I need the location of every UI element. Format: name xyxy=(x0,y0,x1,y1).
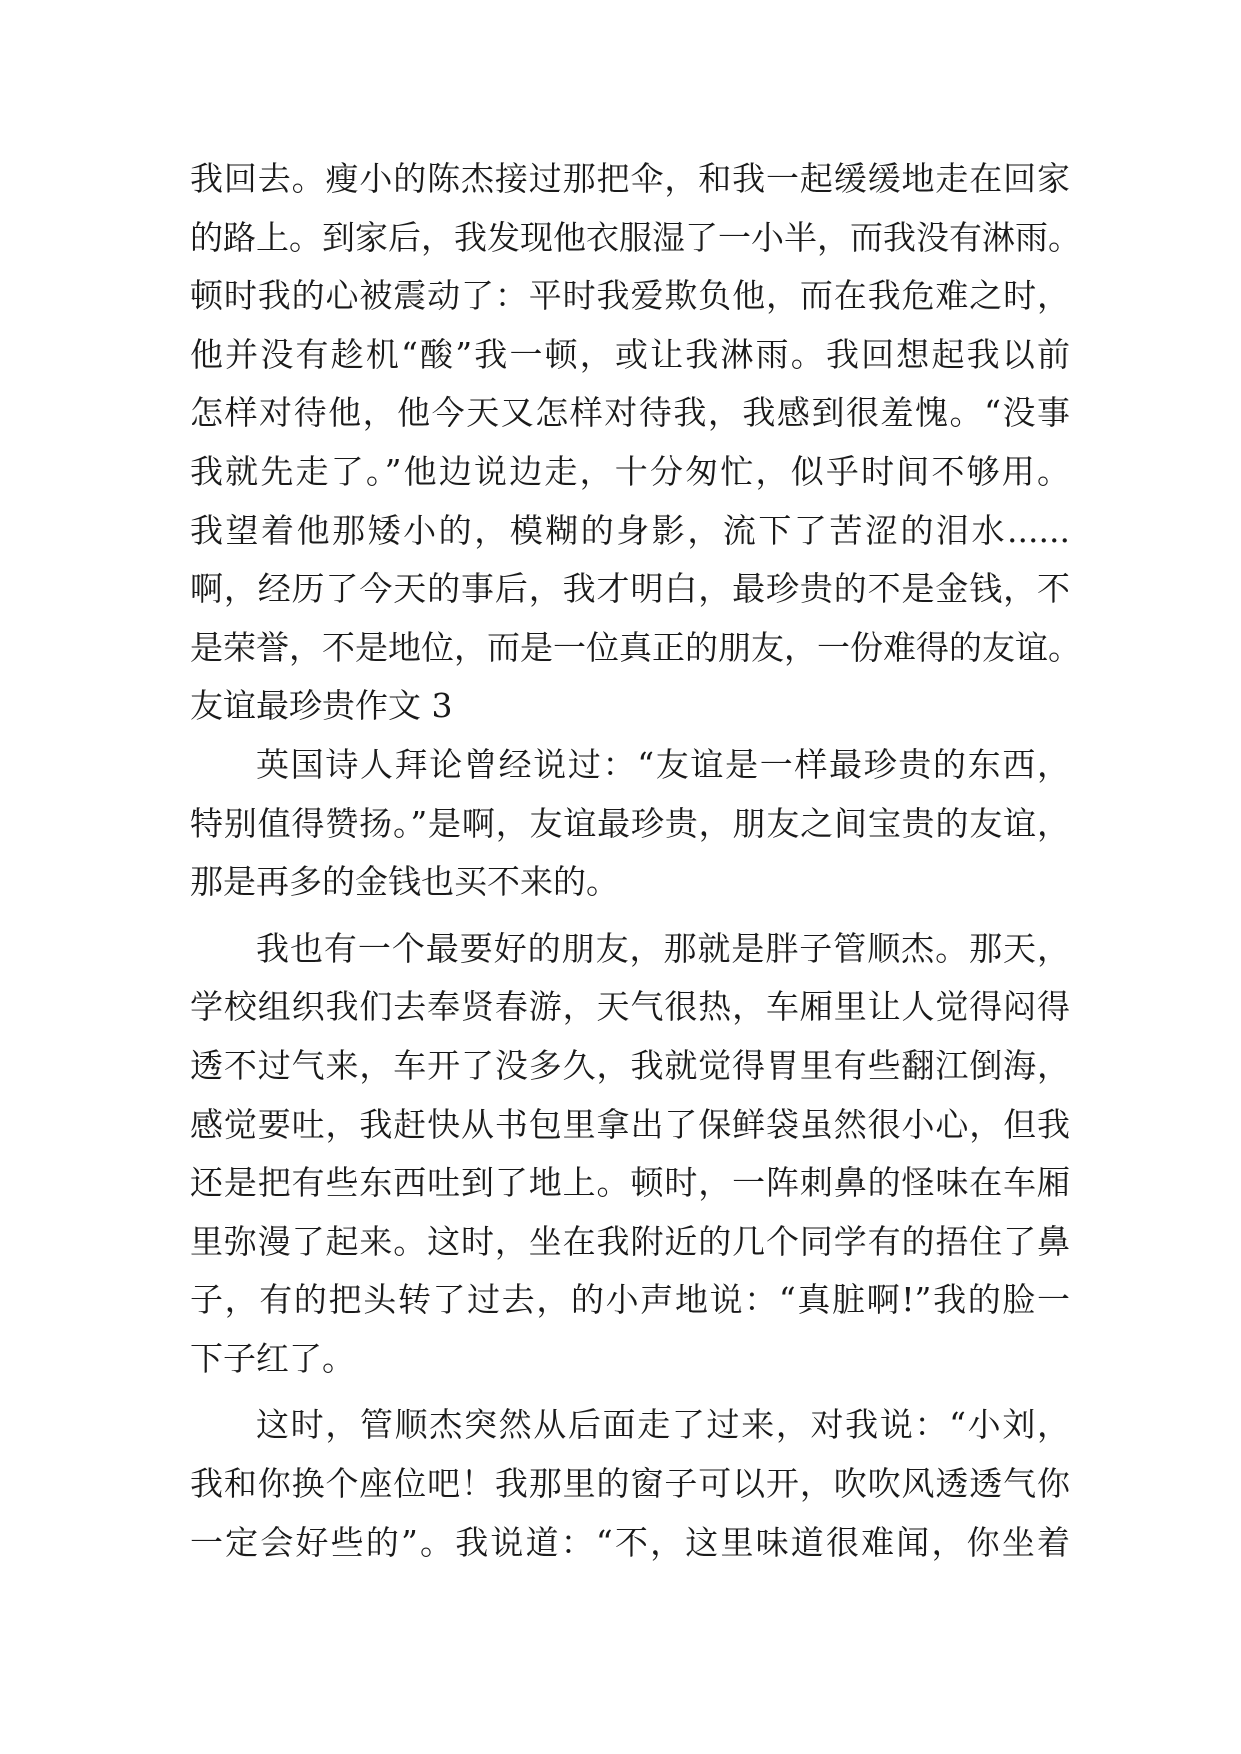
text-line: 感觉要吐，我赶快从书包里拿出了保鲜袋虽然很小心，但我 xyxy=(190,1104,1070,1144)
text-line: 啊，经历了今天的事后，我才明白，最珍贵的不是金钱，不 xyxy=(190,569,1070,609)
text-line: 那是再多的金钱也买不来的。 xyxy=(190,862,619,902)
text-line: 英国诗人拜论曾经说过：“友谊是一样最珍贵的东西， xyxy=(256,744,1070,784)
text-line: 透不过气来，车开了没多久，我就觉得胃里有些翻江倒海， xyxy=(190,1045,1070,1085)
text-line: 我和你换个座位吧！我那里的窗子可以开，吹吹风透透气你 xyxy=(190,1464,1070,1504)
text-line: 学校组织我们去奉贤春游，天气很热，车厢里让人觉得闷得 xyxy=(190,987,1070,1027)
text-line: 里弥漫了起来。这时，坐在我附近的几个同学有的捂住了鼻 xyxy=(190,1221,1070,1261)
essay-title: 友谊最珍贵作文 3 xyxy=(190,686,453,726)
text-line: 他并没有趁机“酸”我一顿，或让我淋雨。我回想起我以前 xyxy=(190,334,1070,374)
text-line: 还是把有些东西吐到了地上。顿时，一阵刺鼻的怪味在车厢 xyxy=(190,1163,1070,1203)
text-line: 我回去。瘦小的陈杰接过那把伞，和我一起缓缓地走在回家 xyxy=(190,159,1070,198)
text-line: 我也有一个最要好的朋友，那就是胖子管顺杰。那天， xyxy=(256,928,1070,968)
text-line: 这时，管顺杰突然从后面走了过来，对我说：“小刘， xyxy=(256,1405,1070,1445)
paragraph-gap xyxy=(190,912,1070,920)
text-line: 的路上。到家后，我发现他衣服湿了一小半，而我没有淋雨。 xyxy=(190,217,1081,257)
text-line: 怎样对待他，他今天又怎样对待我，我感到很羞愧。“没事 xyxy=(190,393,1070,433)
text-line: 一定会好些的”。我说道：“不，这里味道很难闻，你坐着 xyxy=(190,1522,1070,1562)
text-line: 下子红了。 xyxy=(190,1338,355,1378)
text-line: 我望着他那矮小的，模糊的身影，流下了苦涩的泪水...... xyxy=(190,510,1070,550)
essay-body xyxy=(190,150,1081,1572)
text-line: 顿时我的心被震动了：平时我爱欺负他，而在我危难之时， xyxy=(190,276,1070,316)
text-line: 我就先走了。”他边说边走，十分匆忙，似乎时间不够用。 xyxy=(190,451,1070,491)
paragraph-gap xyxy=(190,1388,1070,1396)
text-line: 子，有的把头转了过去，的小声地说：“真脏啊!”我的脸一 xyxy=(190,1280,1070,1320)
text-line: 特别值得赞扬。”是啊，友谊最珍贵，朋友之间宝贵的友谊， xyxy=(190,803,1070,843)
text-line: 是荣誉，不是地位，而是一位真正的朋友，一份难得的友谊。 xyxy=(190,627,1081,667)
